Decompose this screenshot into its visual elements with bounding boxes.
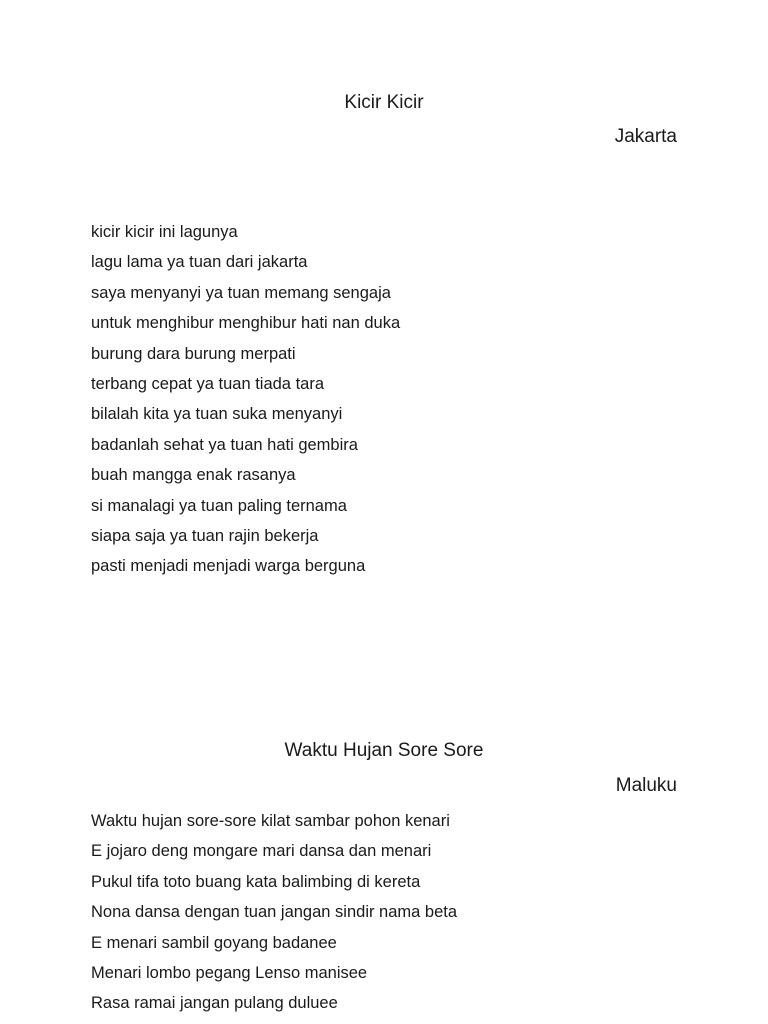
- song-lyrics: [91, 810, 457, 1023]
- lyric-line: untuk menghibur menghibur hati nan duka: [91, 314, 401, 333]
- lyric-line: badanlah sehat ya tuan hati gembira: [91, 435, 358, 454]
- lyric-line: siapa saja ya tuan rajin bekerja: [91, 526, 319, 545]
- lyric-line: E jojaro deng mongare mari dansa dan menari: [91, 842, 432, 861]
- lyric-line: pasti menjadi menjadi warga berguna: [91, 557, 366, 576]
- lyric-line: Menari lombo pegang Lenso manisee: [91, 963, 368, 982]
- lyric-line: Rasa ramai jangan pulang duluee: [91, 994, 338, 1013]
- lyric-line: buah mangga enak rasanya: [91, 466, 296, 485]
- lyric-line: terbang cepat ya tuan tiada tara: [91, 374, 324, 393]
- lyric-line: bilalah kita ya tuan suka menyanyi: [91, 405, 343, 424]
- song-lyrics: [91, 221, 400, 586]
- lyric-line: E menari sambil goyang badanee: [91, 933, 337, 952]
- song-origin: Maluku: [615, 775, 677, 796]
- lyric-line: kicir kicir ini lagunya: [91, 223, 238, 241]
- lyric-line: burung dara burung merpati: [91, 344, 296, 363]
- lyric-line: Waktu hujan sore-sore kilat sambar pohon kenari: [91, 812, 450, 830]
- lyric-line: lagu lama ya tuan dari jakarta: [91, 253, 308, 272]
- song-title: Waktu Hujan Sore Sore: [284, 740, 484, 761]
- song-origin: Jakarta: [614, 126, 677, 147]
- lyric-line: Nona dansa dengan tuan jangan sindir nama beta: [91, 903, 458, 922]
- song-title: Kicir Kicir: [344, 92, 424, 113]
- lyric-line: Pukul tifa toto buang kata balimbing di kereta: [91, 872, 421, 891]
- lyric-line: saya menyanyi ya tuan memang sengaja: [91, 283, 391, 302]
- lyric-line: si manalagi ya tuan paling ternama: [91, 496, 347, 515]
